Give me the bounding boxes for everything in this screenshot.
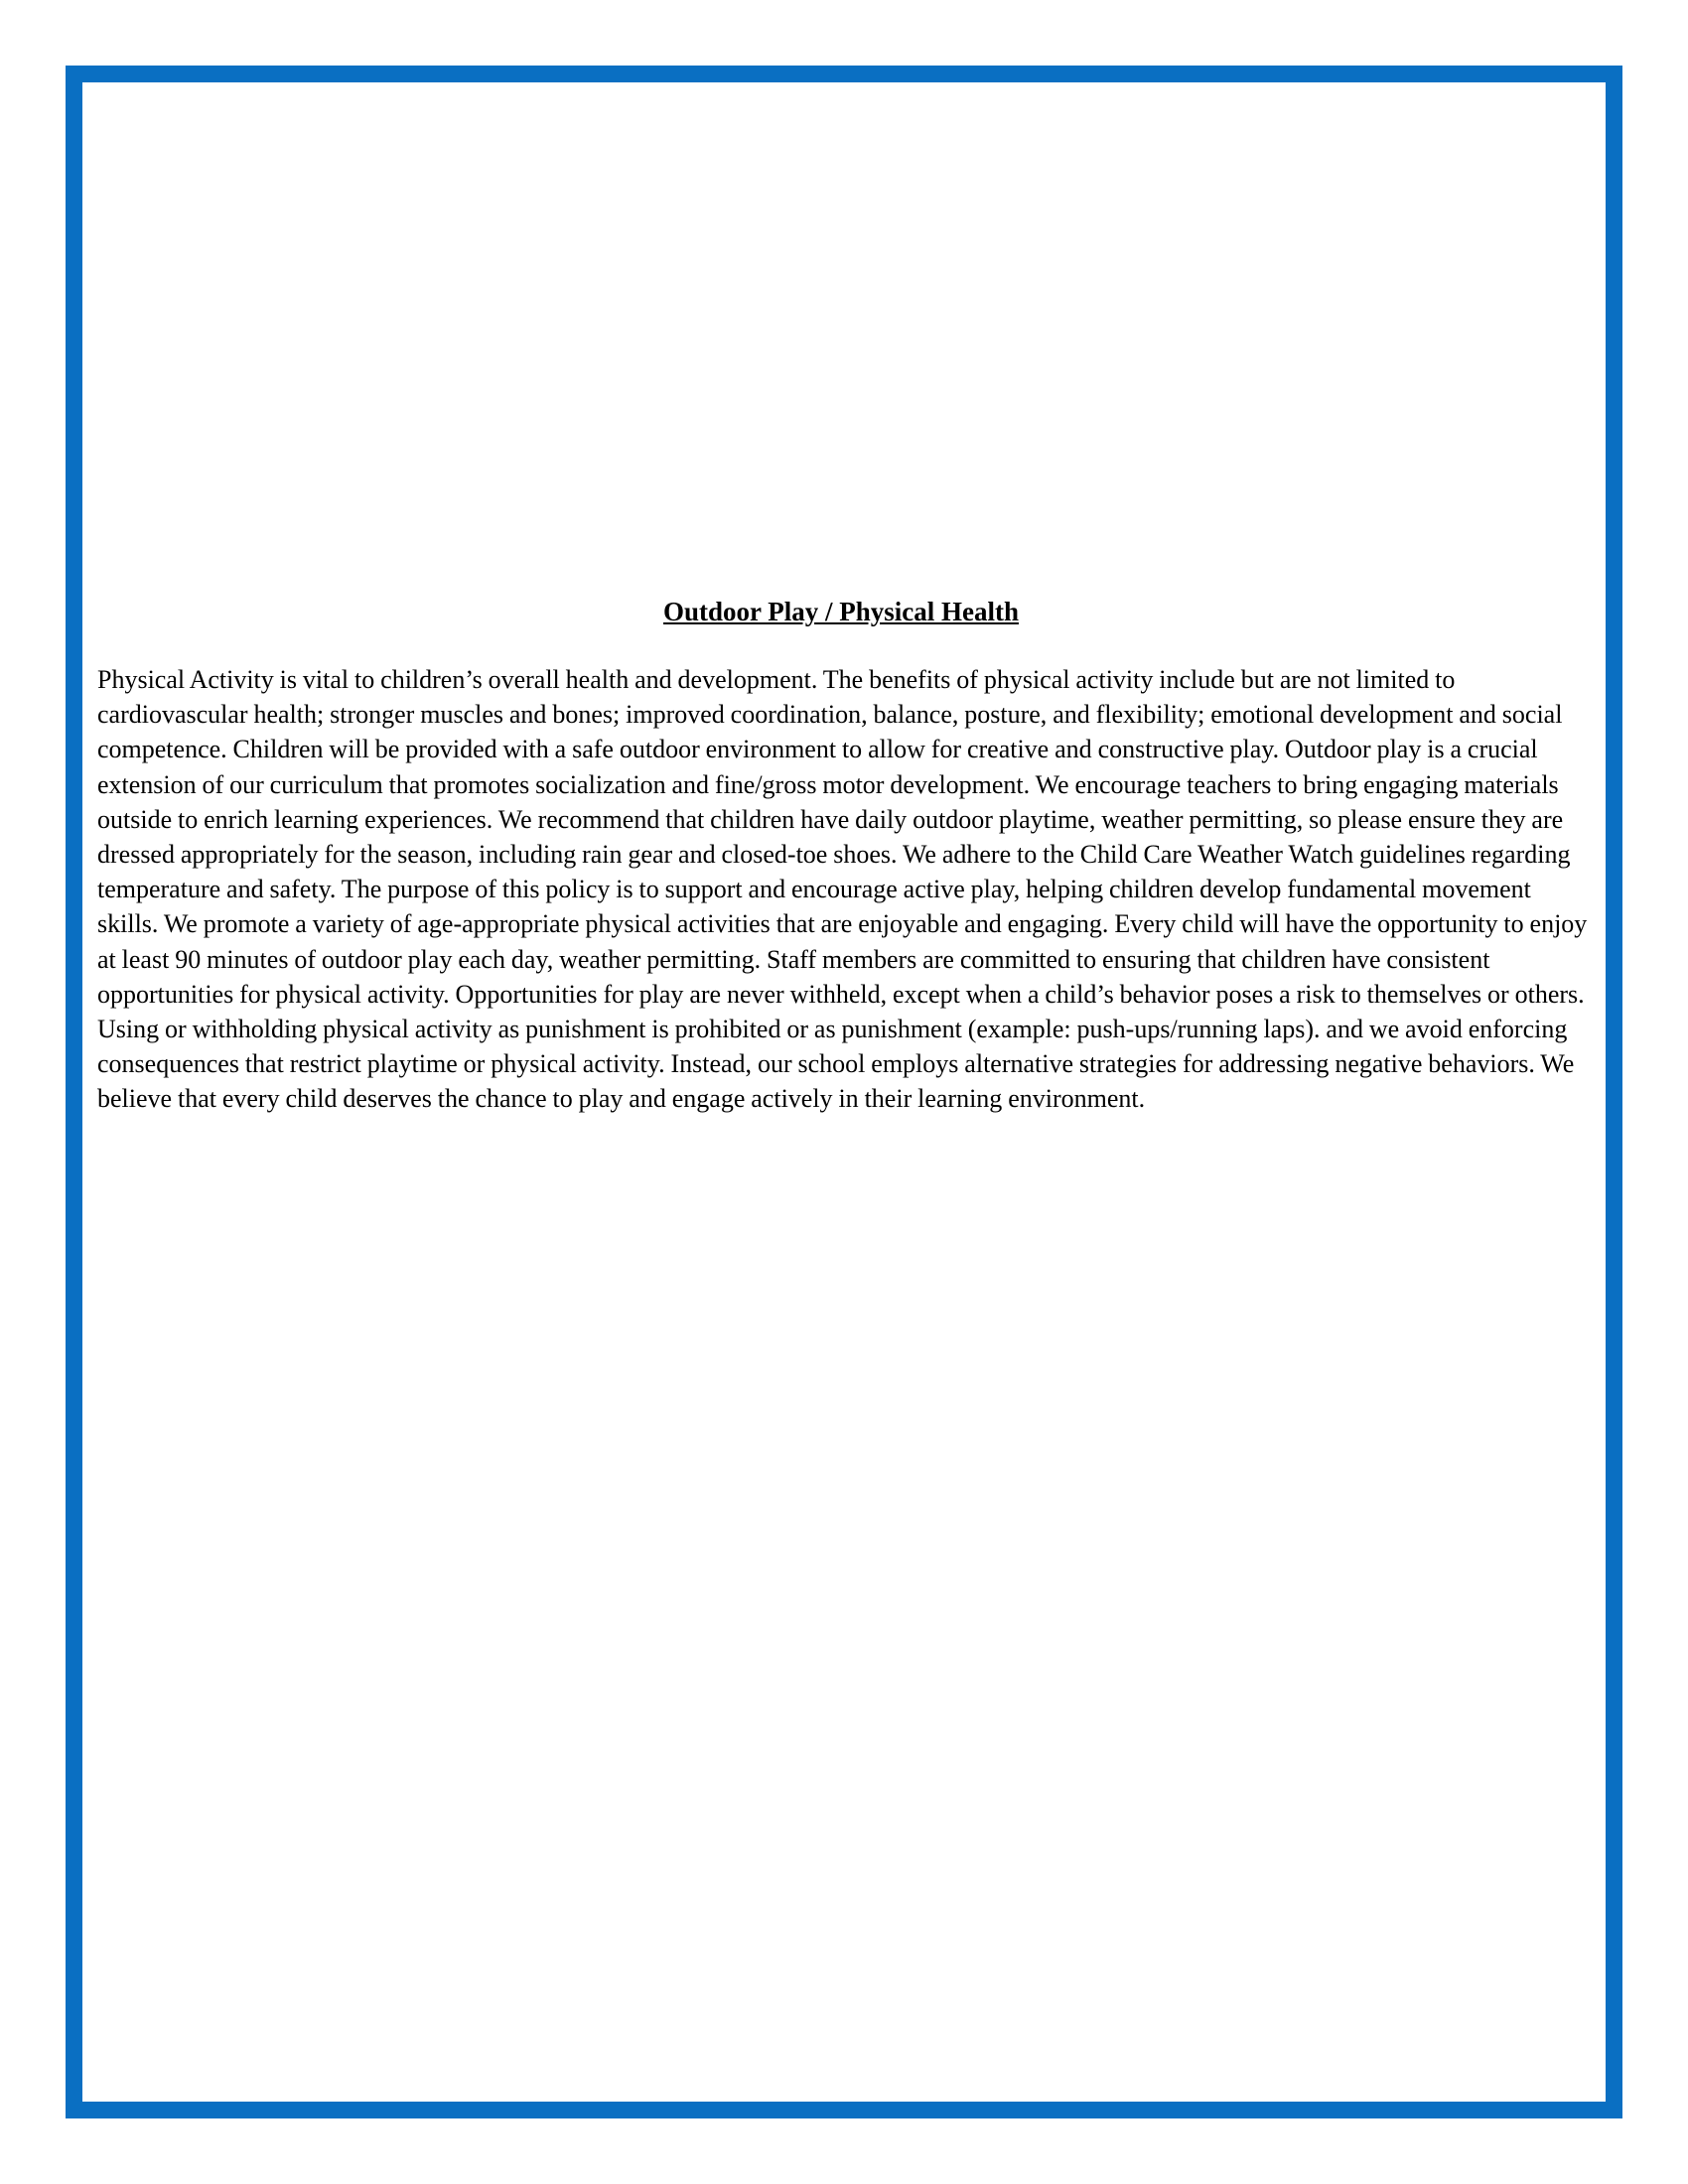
section-heading: Outdoor Play / Physical Health	[662, 597, 1019, 626]
policy-paragraph: Physical Activity is vital to children’s overall health and development. The benefits of physical activity include but are not limited to cardiovascular health; stronger muscles and bones; improved coordination, balance, posture, and flexibility; emotional development and social competence. Children will be provided with a safe outdoor environment to allow for creative and constructive play. Outdoor play is a crucial extension of our curriculum that promotes socialization and fine/gross motor development. We encourage teachers to bring engaging materials outside to enrich learning experiences. We recommend that children have daily outdoor playtime, weather permitting, so please ensure they are dressed appropriately for the season, including rain gear and closed-toe shoes. We adhere to the Child Care Weather Watch guidelines regarding temperature and safety. The purpose of this policy is to support and encourage active play, helping children develop fundamental movement skills. We promote a variety of age-appropriate physical activities that are enjoyable and engaging. Every child will have the opportunity to enjoy at least 90 minutes of outdoor play each day, weather permitting. Staff members are committed to ensuring that children have consistent opportunities for physical activity. Opportunities for play are never withheld, except when a child’s behavior poses a risk to themselves or others. Using or withholding physical activity as punishment is prohibited or as punishment (example: push-ups/running laps). and we avoid enforcing consequences that restrict playtime or physical activity. Instead, our school employs alternative strategies for addressing negative behaviors. We believe that every child deserves the chance to play and engage actively in their learning environment.	[97, 665, 1588, 1114]
document-content	[97, 594, 1591, 1117]
